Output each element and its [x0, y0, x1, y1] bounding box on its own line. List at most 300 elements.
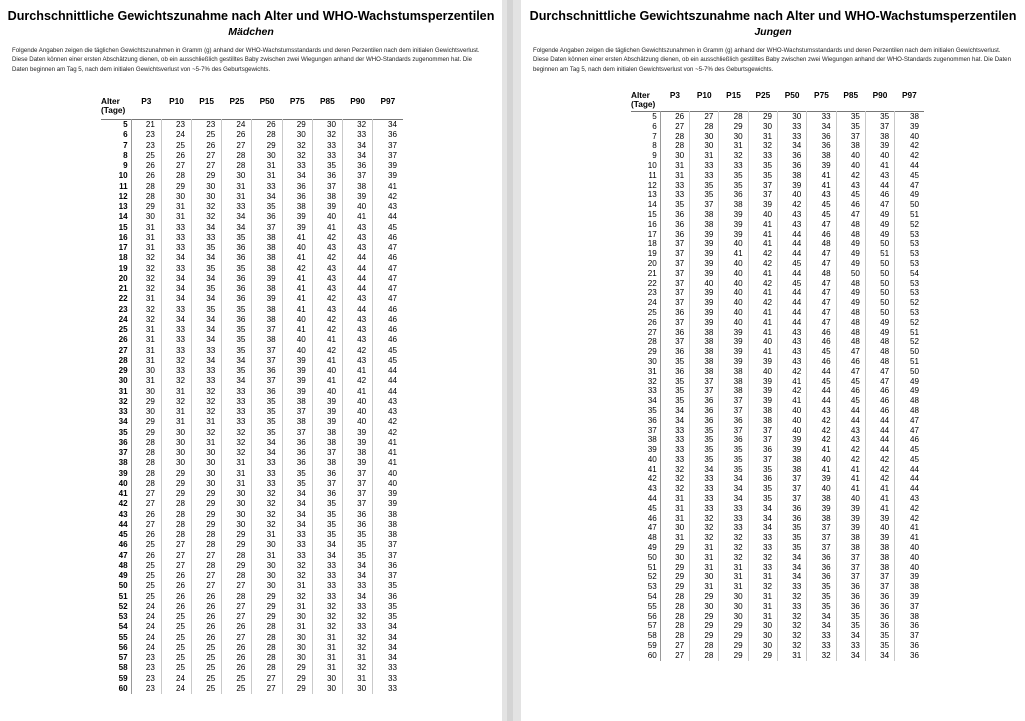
page-gutter	[502, 0, 521, 721]
value-cell: 32	[192, 387, 222, 397]
age-cell: 41	[101, 489, 131, 499]
value-cell: 41	[343, 366, 373, 376]
value-cell: 42	[373, 428, 403, 438]
value-cell: 42	[777, 200, 806, 210]
age-cell: 44	[101, 520, 131, 530]
value-cell: 39	[719, 347, 748, 357]
value-cell: 37	[865, 122, 894, 132]
value-cell: 37	[748, 181, 777, 191]
value-cell: 47	[807, 318, 836, 328]
table-row	[631, 465, 924, 475]
value-cell: 35	[690, 455, 719, 465]
value-cell: 34	[161, 315, 191, 325]
value-cell: 50	[865, 288, 894, 298]
value-cell: 38	[252, 264, 282, 274]
value-cell: 25	[131, 561, 161, 571]
value-cell: 32	[777, 592, 806, 602]
value-cell: 38	[690, 357, 719, 367]
value-cell: 53	[895, 279, 924, 289]
value-cell: 33	[690, 161, 719, 171]
value-cell: 31	[777, 651, 806, 661]
value-cell: 33	[777, 582, 806, 592]
value-cell: 34	[161, 274, 191, 284]
value-cell: 45	[777, 279, 806, 289]
value-cell: 32	[131, 284, 161, 294]
value-cell: 44	[777, 288, 806, 298]
value-cell: 51	[895, 357, 924, 367]
value-cell: 32	[777, 612, 806, 622]
value-cell: 36	[895, 651, 924, 661]
value-cell: 35	[719, 445, 748, 455]
value-cell: 31	[660, 494, 689, 504]
value-cell: 28	[252, 653, 282, 663]
value-cell: 30	[282, 633, 312, 643]
value-cell: 33	[282, 161, 312, 171]
value-cell: 47	[807, 279, 836, 289]
value-cell: 29	[282, 120, 312, 131]
table-row	[631, 533, 924, 543]
value-cell: 40	[343, 417, 373, 427]
value-cell: 46	[836, 386, 865, 396]
value-cell: 35	[192, 243, 222, 253]
value-cell: 37	[660, 239, 689, 249]
value-cell: 35	[312, 520, 342, 530]
value-cell: 46	[836, 357, 865, 367]
value-cell: 32	[192, 212, 222, 222]
value-cell: 34	[192, 325, 222, 335]
value-cell: 30	[660, 151, 689, 161]
value-cell: 28	[131, 469, 161, 479]
value-cell: 29	[719, 621, 748, 631]
value-cell: 37	[373, 540, 403, 550]
value-cell: 26	[131, 161, 161, 171]
value-cell: 36	[343, 520, 373, 530]
value-cell: 38	[748, 416, 777, 426]
value-cell: 34	[836, 631, 865, 641]
value-cell: 26	[192, 622, 222, 632]
value-cell: 35	[282, 469, 312, 479]
value-cell: 36	[807, 141, 836, 151]
age-cell: 45	[101, 530, 131, 540]
value-cell: 41	[777, 377, 806, 387]
value-cell: 36	[719, 190, 748, 200]
value-cell: 43	[807, 406, 836, 416]
value-cell: 34	[161, 284, 191, 294]
value-cell: 34	[777, 572, 806, 582]
table-row	[101, 448, 403, 458]
value-cell: 23	[131, 130, 161, 140]
value-cell: 32	[282, 141, 312, 151]
value-cell: 35	[865, 112, 894, 122]
value-cell: 44	[865, 181, 894, 191]
value-cell: 31	[312, 663, 342, 673]
value-cell: 35	[373, 602, 403, 612]
value-cell: 46	[373, 325, 403, 335]
value-cell: 31	[192, 438, 222, 448]
value-cell: 47	[836, 347, 865, 357]
value-cell: 33	[660, 426, 689, 436]
value-cell: 29	[252, 602, 282, 612]
value-cell: 27	[161, 540, 191, 550]
value-cell: 31	[131, 335, 161, 345]
table-row	[631, 181, 924, 191]
value-cell: 42	[807, 435, 836, 445]
value-cell: 33	[282, 551, 312, 561]
value-cell: 34	[807, 612, 836, 622]
value-cell: 36	[222, 243, 252, 253]
value-cell: 28	[252, 622, 282, 632]
table-row	[101, 253, 403, 263]
value-cell: 36	[282, 192, 312, 202]
value-cell: 29	[252, 141, 282, 151]
table-row	[631, 523, 924, 533]
value-cell: 38	[865, 553, 894, 563]
value-cell: 33	[161, 335, 191, 345]
value-cell: 27	[192, 151, 222, 161]
value-cell: 34	[719, 474, 748, 484]
value-cell: 29	[222, 540, 252, 550]
age-cell: 39	[631, 445, 660, 455]
value-cell: 32	[690, 533, 719, 543]
value-cell: 41	[373, 448, 403, 458]
value-cell: 33	[312, 561, 342, 571]
value-cell: 32	[131, 264, 161, 274]
value-cell: 30	[222, 520, 252, 530]
column-header-percentile: P3	[669, 90, 681, 100]
age-cell: 18	[101, 253, 131, 263]
value-cell: 31	[282, 602, 312, 612]
table-row	[101, 387, 403, 397]
value-cell: 29	[690, 621, 719, 631]
value-cell: 39	[836, 523, 865, 533]
value-cell: 23	[131, 663, 161, 673]
value-cell: 42	[895, 504, 924, 514]
value-cell: 35	[343, 551, 373, 561]
value-cell: 46	[373, 335, 403, 345]
value-cell: 33	[719, 523, 748, 533]
value-cell: 31	[222, 469, 252, 479]
value-cell: 27	[222, 581, 252, 591]
value-cell: 34	[777, 563, 806, 573]
value-cell: 31	[660, 514, 689, 524]
value-cell: 36	[222, 274, 252, 284]
table-header-row	[631, 91, 924, 112]
table-row	[101, 479, 403, 489]
value-cell: 35	[777, 523, 806, 533]
value-cell: 28	[660, 631, 689, 641]
value-cell: 30	[252, 571, 282, 581]
value-cell: 31	[690, 553, 719, 563]
column-header-percentile: P90	[350, 96, 365, 106]
table-row	[631, 377, 924, 387]
value-cell: 51	[865, 249, 894, 259]
value-cell: 30	[222, 489, 252, 499]
value-cell: 39	[748, 386, 777, 396]
value-cell: 40	[719, 279, 748, 289]
value-cell: 32	[690, 514, 719, 524]
value-cell: 41	[748, 308, 777, 318]
value-cell: 33	[192, 233, 222, 243]
value-cell: 32	[777, 641, 806, 651]
value-cell: 29	[131, 428, 161, 438]
age-cell: 58	[101, 663, 131, 673]
value-cell: 32	[660, 484, 689, 494]
column-header-percentile: P75	[289, 96, 305, 106]
value-cell: 34	[373, 622, 403, 632]
value-cell: 29	[192, 171, 222, 181]
table-row	[101, 243, 403, 253]
value-cell: 33	[690, 494, 719, 504]
value-cell: 46	[373, 233, 403, 243]
value-cell: 50	[895, 347, 924, 357]
value-cell: 21	[131, 120, 161, 131]
value-cell: 48	[836, 328, 865, 338]
value-cell: 45	[373, 346, 403, 356]
value-cell: 43	[373, 407, 403, 417]
value-cell: 34	[252, 438, 282, 448]
value-cell: 36	[222, 253, 252, 263]
value-cell: 42	[312, 253, 342, 263]
value-cell: 53	[895, 259, 924, 269]
value-cell: 40	[895, 553, 924, 563]
value-cell: 38	[252, 305, 282, 315]
value-cell: 32	[192, 202, 222, 212]
value-cell: 34	[373, 633, 403, 643]
column-header-percentile: P15	[726, 90, 741, 100]
value-cell: 42	[343, 376, 373, 386]
value-cell: 31	[748, 592, 777, 602]
value-cell: 33	[222, 202, 252, 212]
value-cell: 36	[807, 132, 836, 142]
value-cell: 30	[161, 458, 191, 468]
value-cell: 23	[131, 653, 161, 663]
value-cell: 48	[836, 220, 865, 230]
value-cell: 41	[865, 161, 894, 171]
value-cell: 35	[865, 631, 894, 641]
value-cell: 31	[312, 643, 342, 653]
value-cell: 41	[282, 253, 312, 263]
value-cell: 35	[312, 161, 342, 171]
value-cell: 42	[748, 259, 777, 269]
value-cell: 44	[373, 366, 403, 376]
value-cell: 34	[252, 192, 282, 202]
value-cell: 31	[161, 202, 191, 212]
growth-table-maedchen	[101, 97, 403, 694]
value-cell: 44	[777, 249, 806, 259]
value-cell: 41	[807, 181, 836, 191]
value-cell: 30	[690, 141, 719, 151]
age-cell: 18	[631, 239, 660, 249]
value-cell: 26	[192, 592, 222, 602]
value-cell: 42	[865, 474, 894, 484]
value-cell: 31	[131, 346, 161, 356]
value-cell: 31	[719, 582, 748, 592]
table-row	[101, 233, 403, 243]
value-cell: 34	[252, 448, 282, 458]
value-cell: 30	[192, 479, 222, 489]
value-cell: 43	[777, 210, 806, 220]
value-cell: 38	[719, 367, 748, 377]
value-cell: 35	[312, 510, 342, 520]
value-cell: 35	[719, 181, 748, 191]
value-cell: 33	[748, 533, 777, 543]
value-cell: 36	[312, 489, 342, 499]
column-header-percentile: P10	[696, 90, 712, 100]
value-cell: 27	[192, 161, 222, 171]
age-cell: 48	[101, 561, 131, 571]
value-cell: 39	[777, 435, 806, 445]
value-cell: 41	[777, 396, 806, 406]
value-cell: 35	[748, 494, 777, 504]
column-header-percentile: P25	[229, 96, 245, 106]
value-cell: 33	[192, 366, 222, 376]
table-row	[631, 132, 924, 142]
value-cell: 38	[690, 220, 719, 230]
value-cell: 37	[282, 428, 312, 438]
value-cell: 36	[690, 396, 719, 406]
value-cell: 43	[777, 347, 806, 357]
value-cell: 31	[690, 563, 719, 573]
value-cell: 42	[836, 171, 865, 181]
value-cell: 35	[690, 181, 719, 191]
value-cell: 35	[252, 407, 282, 417]
table-row	[101, 663, 403, 673]
value-cell: 29	[719, 631, 748, 641]
value-cell: 37	[660, 269, 689, 279]
value-cell: 36	[343, 161, 373, 171]
value-cell: 35	[748, 161, 777, 171]
page-title: Durchschnittliche Gewichtszunahme nach Alter und WHO-Wachstumsperzentilen	[7, 9, 495, 23]
age-cell: 60	[631, 651, 660, 661]
value-cell: 38	[690, 347, 719, 357]
value-cell: 36	[777, 151, 806, 161]
value-cell: 36	[748, 445, 777, 455]
value-cell: 53	[895, 249, 924, 259]
value-cell: 48	[895, 406, 924, 416]
value-cell: 37	[719, 406, 748, 416]
age-cell: 54	[631, 592, 660, 602]
value-cell: 37	[836, 553, 865, 563]
value-cell: 43	[777, 220, 806, 230]
value-cell: 39	[719, 230, 748, 240]
value-cell: 25	[131, 581, 161, 591]
value-cell: 33	[161, 325, 191, 335]
value-cell: 31	[690, 543, 719, 553]
age-cell: 43	[101, 510, 131, 520]
value-cell: 47	[807, 249, 836, 259]
value-cell: 36	[865, 602, 894, 612]
value-cell: 28	[161, 510, 191, 520]
age-cell: 46	[101, 540, 131, 550]
value-cell: 29	[161, 479, 191, 489]
value-cell: 30	[222, 171, 252, 181]
table-row	[631, 318, 924, 328]
value-cell: 46	[865, 386, 894, 396]
value-cell: 37	[748, 455, 777, 465]
value-cell: 49	[836, 288, 865, 298]
value-cell: 43	[312, 284, 342, 294]
value-cell: 32	[252, 499, 282, 509]
age-cell: 27	[101, 346, 131, 356]
table-header-row	[101, 97, 403, 120]
value-cell: 25	[161, 141, 191, 151]
value-cell: 44	[895, 474, 924, 484]
value-cell: 30	[192, 182, 222, 192]
value-cell: 38	[252, 335, 282, 345]
value-cell: 39	[748, 200, 777, 210]
value-cell: 29	[192, 499, 222, 509]
value-cell: 53	[895, 230, 924, 240]
value-cell: 35	[282, 479, 312, 489]
value-cell: 39	[719, 220, 748, 230]
value-cell: 35	[252, 397, 282, 407]
value-cell: 47	[807, 308, 836, 318]
age-cell: 52	[101, 602, 131, 612]
value-cell: 44	[777, 269, 806, 279]
value-cell: 37	[312, 182, 342, 192]
value-cell: 27	[660, 122, 689, 132]
table-row	[101, 684, 403, 694]
value-cell: 34	[343, 561, 373, 571]
value-cell: 35	[807, 602, 836, 612]
value-cell: 39	[895, 592, 924, 602]
value-cell: 26	[222, 663, 252, 673]
column-header-percentile: P97	[901, 90, 917, 100]
table-row	[631, 230, 924, 240]
value-cell: 40	[777, 426, 806, 436]
value-cell: 45	[895, 171, 924, 181]
table-row	[101, 571, 403, 581]
value-cell: 42	[312, 315, 342, 325]
value-cell: 49	[865, 210, 894, 220]
value-cell: 32	[719, 533, 748, 543]
value-cell: 33	[312, 571, 342, 581]
value-cell: 45	[777, 259, 806, 269]
value-cell: 30	[161, 448, 191, 458]
age-cell: 30	[631, 357, 660, 367]
table-row	[101, 510, 403, 520]
value-cell: 29	[192, 510, 222, 520]
value-cell: 34	[282, 171, 312, 181]
value-cell: 34	[777, 553, 806, 563]
value-cell: 34	[282, 499, 312, 509]
value-cell: 37	[748, 426, 777, 436]
value-cell: 40	[719, 259, 748, 269]
value-cell: 33	[719, 504, 748, 514]
value-cell: 43	[777, 357, 806, 367]
value-cell: 34	[373, 643, 403, 653]
value-cell: 33	[312, 581, 342, 591]
value-cell: 37	[807, 543, 836, 553]
age-cell: 14	[101, 212, 131, 222]
value-cell: 41	[748, 328, 777, 338]
value-cell: 44	[343, 284, 373, 294]
value-cell: 32	[222, 438, 252, 448]
value-cell: 37	[777, 494, 806, 504]
value-cell: 34	[161, 253, 191, 263]
value-cell: 29	[192, 489, 222, 499]
value-cell: 35	[373, 581, 403, 591]
value-cell: 40	[777, 416, 806, 426]
value-cell: 46	[895, 435, 924, 445]
value-cell: 25	[192, 684, 222, 694]
value-cell: 31	[282, 622, 312, 632]
value-cell: 30	[690, 132, 719, 142]
value-cell: 25	[161, 622, 191, 632]
value-cell: 50	[865, 279, 894, 289]
table-row	[101, 212, 403, 222]
value-cell: 30	[131, 212, 161, 222]
